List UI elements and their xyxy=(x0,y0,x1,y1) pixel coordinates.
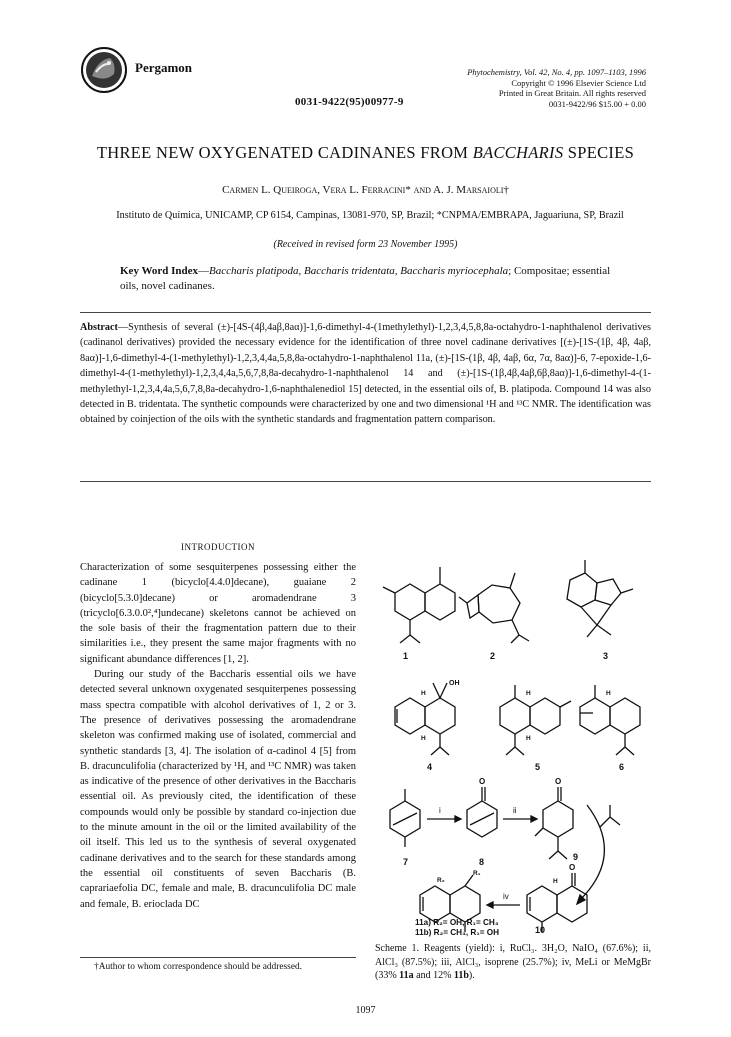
structure-3 xyxy=(567,560,633,661)
scheme-1-figure xyxy=(375,555,651,940)
publisher-name: Pergamon xyxy=(135,60,193,75)
r1-label: R₁ xyxy=(473,870,481,877)
structure-2 xyxy=(459,573,529,661)
title-end: SPECIES xyxy=(563,143,635,162)
structure-10 xyxy=(527,863,587,932)
label-2: 2 xyxy=(490,651,496,661)
structure-1 xyxy=(383,567,455,661)
title-main: THREE NEW OXYGENATED CADINANES FROM xyxy=(96,143,473,162)
abstract-label: Abstract xyxy=(80,322,118,333)
caption-11a: 11a xyxy=(399,970,414,982)
section-heading-introduction: INTRODUCTION xyxy=(181,542,255,552)
label-10: 10 xyxy=(535,925,546,935)
received-date: (Received in revised form 23 November 1995) xyxy=(273,239,458,250)
structure-5 xyxy=(500,685,571,772)
label-6: 6 xyxy=(619,762,625,772)
step-ii-label: ii xyxy=(513,806,517,815)
copyright: Copyright © 1996 Elsevier Science Ltd xyxy=(511,77,646,88)
keywords-species: Baccharis platipoda, Baccharis tridentata, Baccharis myriocephala xyxy=(209,265,509,277)
oh-label: OH xyxy=(449,680,460,687)
keywords-rest: ; Compositae; essential oils, novel cadinanes. xyxy=(120,265,611,292)
structure-6 xyxy=(580,685,640,772)
step-iv-label: iv xyxy=(503,892,509,901)
affiliation: Instituto de Química, UNICAMP, CP 6154, Campinas, 13081-970, SP, Brazil; *CNPMA/EMBRAPA, Jaguariuna, SP, Brazil xyxy=(116,210,624,221)
arrow-step-iii xyxy=(580,805,604,900)
introduction-body xyxy=(80,560,356,912)
abstract-rule-bottom xyxy=(80,481,651,482)
doi: 0031-9422(95)00977-9 xyxy=(295,96,404,108)
label-7: 7 xyxy=(403,857,409,867)
h-label-10: H xyxy=(553,878,558,885)
step-i-label: i xyxy=(439,806,441,815)
h-label-4a: H xyxy=(421,690,426,697)
structure-8 xyxy=(467,777,497,867)
caption-11b: 11b xyxy=(453,970,469,982)
label-3: 3 xyxy=(603,651,609,661)
structure-9 xyxy=(535,777,578,862)
h-label-5a: H xyxy=(526,690,531,697)
keywords xyxy=(120,264,614,294)
keywords-dash: — xyxy=(198,265,210,277)
isoprene-structure xyxy=(600,805,620,827)
abstract-rule-top xyxy=(80,312,651,313)
arrowhead-step-ii xyxy=(531,816,537,822)
caption-lead: Scheme 1. Reagents (yield): i, RuCl₃. 3H₂O, NaIO₄ (67.6%); ii, AlCl₃ (87.5%); iii, AlCl₃, isoprene (25.7%); iv, MeLi or MeMgBr (33% xyxy=(375,943,651,982)
label-1: 1 xyxy=(403,651,409,661)
footnote: †Author to whom correspondence should be addressed. xyxy=(94,962,303,972)
abstract-text: —Synthesis of several (±)-[4S-(4β,4aβ,8aα)]-1,6-dimethyl-4-(1methylethyl)-1,2,3,4,5,8,8a-octahydro-1-naphthalenol derivatives (cadinanol derivatives) provided the necessary evidence for the identification of three novel cadinane derivatives [(±)-[1S-(1β, 4β, 4aβ, 8aα)]-1,6-dimethyl-4-(1-methylethyl)-1,2,3,4,4a,5,8,8a-octahydro-1-naphthalenol 11a, (±)-[1S-(1β, 4β, 4aβ, 6α, 7α, 8aα)]-6, 7-epoxide-1,6-dimethyl-4-(1-methylethyl)-1,2,3,4,4a,5,6,7,8,8a-decahydro-1-naphthalenol 14 and (±)-[1S-(1β,4β,4aβ,6β,8aα)]-1,6-dimethyl-4-(1-methylethyl-1,2,3,4,4a,5,6,7,8,8a-decahydro-1,6-naphthalenediol 15] detected, in the essential oils of, B. platipoda. Compound 14 was also detected in B. tridentata. The synthetic compounds were characterized by one and two dimensional ¹H and ¹³C NMR. The identification was obtained by coinjection of the oils with the synthetic standards and fragmentation pattern comparison. xyxy=(80,322,651,426)
issn-price: 0031-9422/96 $15.00 + 0.00 xyxy=(548,98,646,109)
structure-7 xyxy=(390,789,420,867)
label-8: 8 xyxy=(479,857,485,867)
title-italic: BACCHARIS xyxy=(472,143,564,162)
printed-in: Printed in Great Britain. All rights reserved xyxy=(498,88,646,98)
intro-paragraph-2: During our study of the Baccharis essential oils we have detected several unknown oxygenated sesquiterpenes possessing mass spectra compatible with alcohol derivatives of 1, 2 or 3. The presence of derivatives possessing the aromadendrane skeleton was confirmed making use of isolated, commercial and synthetic standards [3, 4]. The isolation of α-cadinol 4 [5] from B. dracunculifolia (characterized by ¹H, and ¹³C NMR) was taken as indicative of the presence of other derivatives in the Baccharis essential oil. As previously cited, the identification of these compounds would only be possible by standard co-injection due to the minute amount in the oil or the limited availability of the oil itself. This led us to the synthesis of several oxygenated cadinane derivatives and to the search for these standards among the essential oil constituents of seven Baccharis (B. caprariaefolia DC, female and male, B. dracunculifolia DC male and female, B. erioclada DC xyxy=(80,669,356,910)
intro-paragraph-1: Characterization of some sesquiterpenes possessing either the cadinane 1 (bicyclo[4.4.0]decane), guaiane 2 (bicyclo[5.3.0]decane) or aromadendrane 3 (tricyclo[6.3.0.0²,⁴]undecane) skeletons cannot be achieved on the sole basis of their the fragmentation pattern due to their similarities i.e., they present the same major fragments with no significant abundance differences [1, 2]. xyxy=(80,562,356,665)
authors: Carmen L. Queiroga, Vera L. Ferracini* and A. J. Marsaioli† xyxy=(222,184,509,196)
arrowhead-step-iv xyxy=(487,902,493,908)
o-label-9: O xyxy=(555,777,562,786)
h-label-4b: H xyxy=(421,735,426,742)
journal-citation: Phytochemistry, Vol. 42, No. 4, pp. 1097–1103, 1996 xyxy=(467,67,646,77)
h-label-6: H xyxy=(606,690,611,697)
abstract xyxy=(80,320,651,428)
publisher-block xyxy=(80,46,240,102)
footnote-rule xyxy=(80,957,356,958)
caption-end: ). xyxy=(468,970,475,982)
label-9: 9 xyxy=(573,852,579,862)
compound-11a: 11a) R₂= OH, R₁= CH₃ xyxy=(415,918,499,927)
compound-11-legend xyxy=(415,918,499,938)
keywords-label: Key Word Index xyxy=(120,265,199,277)
label-5: 5 xyxy=(535,762,541,772)
structure-4 xyxy=(395,680,460,772)
label-4: 4 xyxy=(427,762,433,772)
caption-mid: and 12% xyxy=(413,970,454,982)
arrowhead-step-i xyxy=(455,816,461,822)
o-label-10: O xyxy=(569,863,576,872)
article-title xyxy=(0,143,731,163)
r2-label: R₂ xyxy=(437,877,445,884)
compound-11b: 11b) R₂= CH₃, R₁= OH xyxy=(415,928,500,937)
o-label-8: O xyxy=(479,777,486,786)
chemical-structures xyxy=(375,555,651,940)
journal-info xyxy=(467,67,646,109)
scheme-caption xyxy=(375,942,651,983)
page-number: 1097 xyxy=(355,1005,376,1016)
h-label-5b: H xyxy=(526,735,531,742)
pergamon-logo-icon xyxy=(80,46,128,94)
